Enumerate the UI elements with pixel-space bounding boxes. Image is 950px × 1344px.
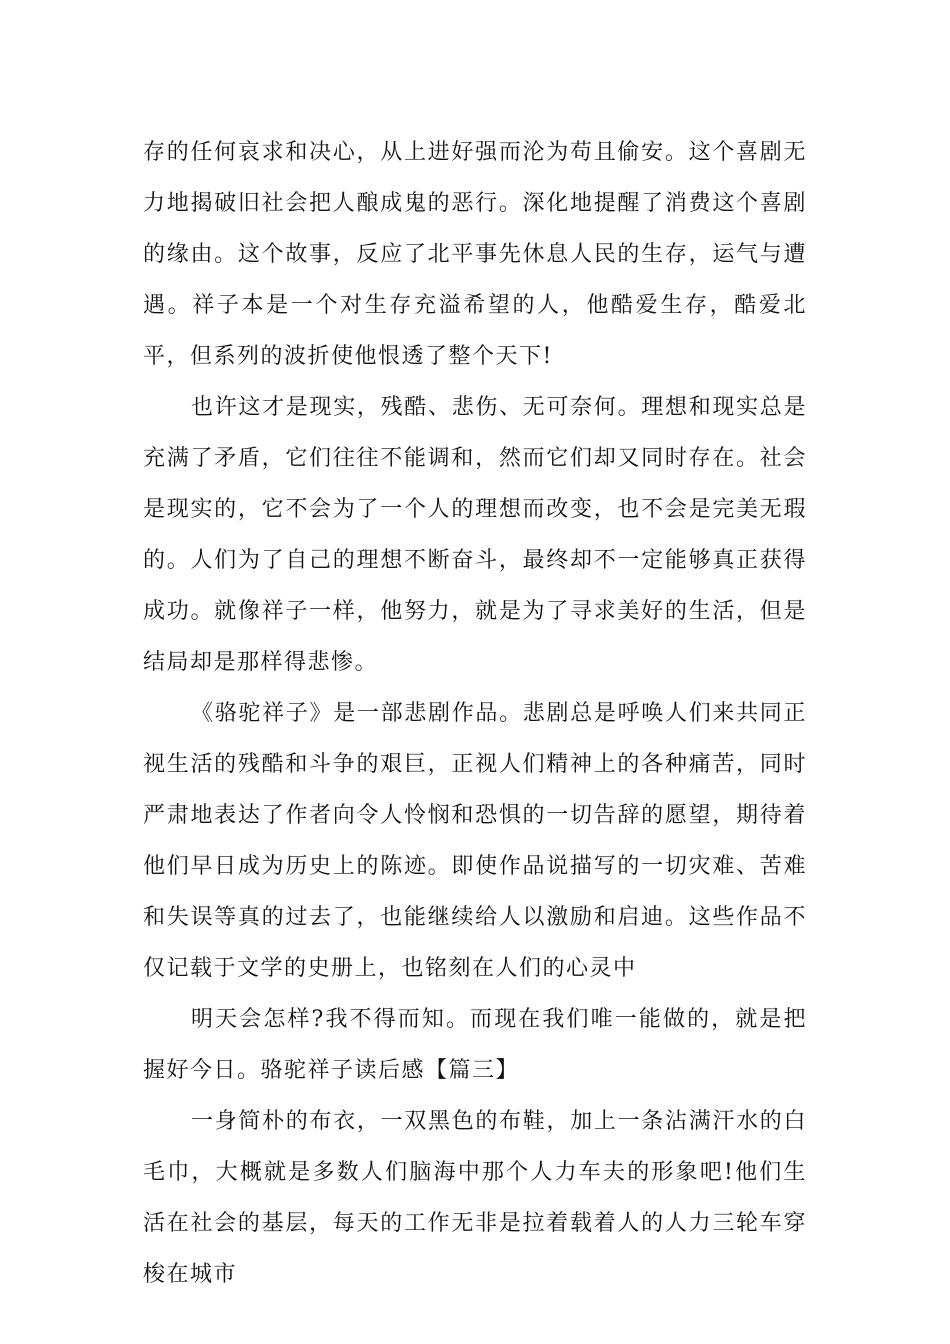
paragraph-2: 也许这才是现实，残酷、悲伤、无可奈何。理想和现实总是充满了矛盾，它们往往不能调和，然而它们却又同时存在。社会是现实的，它不会为了一个人的理想而改变，也不会是完美无瑕的。人们为了自己的理想不断奋斗，最终却不一定能够真正获得成功。就像祥子一样，他努力，就是为了寻求美好的生活，但是结局却是那样得悲惨。: [143, 395, 807, 675]
paragraph-1: 存的任何哀求和决心，从上进好强而沦为苟且偷安。这个喜剧无力地揭破旧社会把人酿成鬼的恶行。深化地提醒了消费这个喜剧的缘由。这个故事，反应了北平事先休息人民的生存，运气与遭遇。祥子本是一个对生存充溢希望的人，他酷爱生存，酷爱北平，但系列的波折使他恨透了整个天下!: [143, 140, 807, 369]
paragraph-4: 明天会怎样?我不得而知。而现在我们唯一能做的，就是把握好今日。骆驼祥子读后感【篇三】: [143, 1007, 807, 1083]
paragraph-5: 一身简朴的布衣，一双黑色的布鞋，加上一条沾满汗水的白毛巾，大概就是多数人们脑海中那个人力车夫的形象吧!他们生活在社会的基层，每天的工作无非是拉着载着人的人力三轮车穿梭在城市: [143, 1109, 807, 1287]
paragraph-3: 《骆驼祥子》是一部悲剧作品。悲剧总是呼唤人们来共同正视生活的残酷和斗争的艰巨，正视人们精神上的各种痛苦，同时严肃地表达了作者向令人怜悯和恐惧的一切告辞的愿望，期待着他们早日成为历史上的陈迹。即使作品说描写的一切灾难、苦难和失误等真的过去了，也能继续给人以激励和启迪。这些作品不仅记载于文学的史册上，也铭刻在人们的心灵中: [143, 701, 807, 981]
document-body: [143, 127, 807, 1300]
